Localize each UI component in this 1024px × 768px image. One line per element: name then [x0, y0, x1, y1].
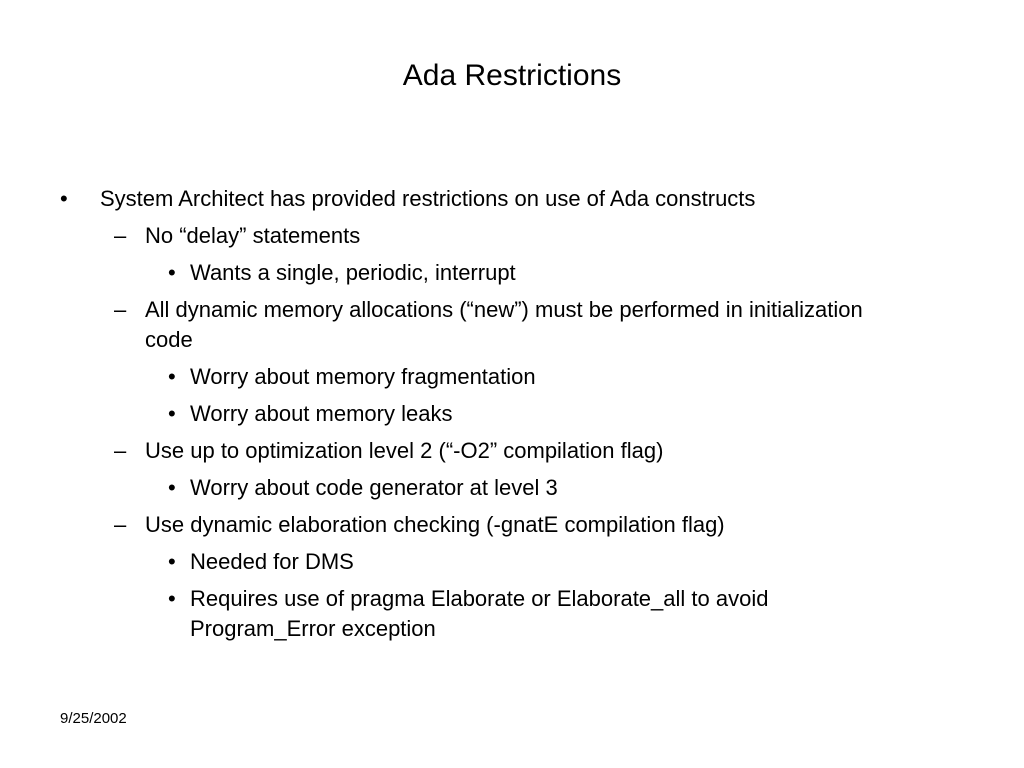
slide-title: Ada Restrictions [402, 59, 622, 92]
dash-marker: – [114, 223, 127, 248]
sub-bullet-text: All dynamic memory allocations (“new”) must be performed in initialization code [145, 297, 863, 352]
bullet-marker: • [168, 364, 176, 389]
sub-sub-bullet-text: Worry about memory leaks [190, 401, 453, 426]
bullet-text: System Architect has provided restrictions on use of Ada constructs [100, 186, 756, 211]
bullet-marker: • [168, 260, 176, 285]
sub-bullet-item [0, 436, 865, 466]
sub-bullet-item [0, 221, 865, 251]
sub-sub-bullet-item [0, 473, 890, 503]
bullet-item [0, 184, 900, 214]
bullet-marker: • [60, 186, 68, 211]
sub-sub-bullet-item [0, 399, 890, 429]
sub-sub-bullet-text: Requires use of pragma Elaborate or Elaborate_all to avoid Program_Error exception [190, 586, 769, 641]
sub-sub-bullet-item [0, 362, 890, 392]
footer-date: 9/25/2002 [60, 710, 127, 727]
sub-sub-bullet-text: Needed for DMS [190, 549, 354, 574]
sub-sub-bullet-item [0, 547, 890, 577]
sub-sub-bullet-text: Wants a single, periodic, interrupt [190, 260, 516, 285]
sub-sub-bullet-text: Worry about memory fragmentation [190, 364, 536, 389]
sub-sub-bullet-item [0, 258, 890, 288]
bullet-list [0, 184, 1024, 644]
sub-bullet-item [0, 510, 865, 540]
sub-bullet-text: Use up to optimization level 2 (“-O2” compilation flag) [145, 438, 664, 463]
sub-bullet-item [0, 295, 865, 355]
sub-bullet-text: Use dynamic elaboration checking (-gnatE compilation flag) [145, 512, 725, 537]
sub-sub-bullet-text: Worry about code generator at level 3 [190, 475, 558, 500]
bullet-marker: • [168, 475, 176, 500]
dash-marker: – [114, 512, 127, 537]
bullet-marker: • [168, 586, 176, 611]
dash-marker: – [114, 297, 127, 322]
bullet-marker: • [168, 549, 176, 574]
bullet-marker: • [168, 401, 176, 426]
dash-marker: – [114, 438, 127, 463]
sub-bullet-text: No “delay” statements [145, 223, 361, 248]
sub-sub-bullet-item [0, 584, 890, 644]
